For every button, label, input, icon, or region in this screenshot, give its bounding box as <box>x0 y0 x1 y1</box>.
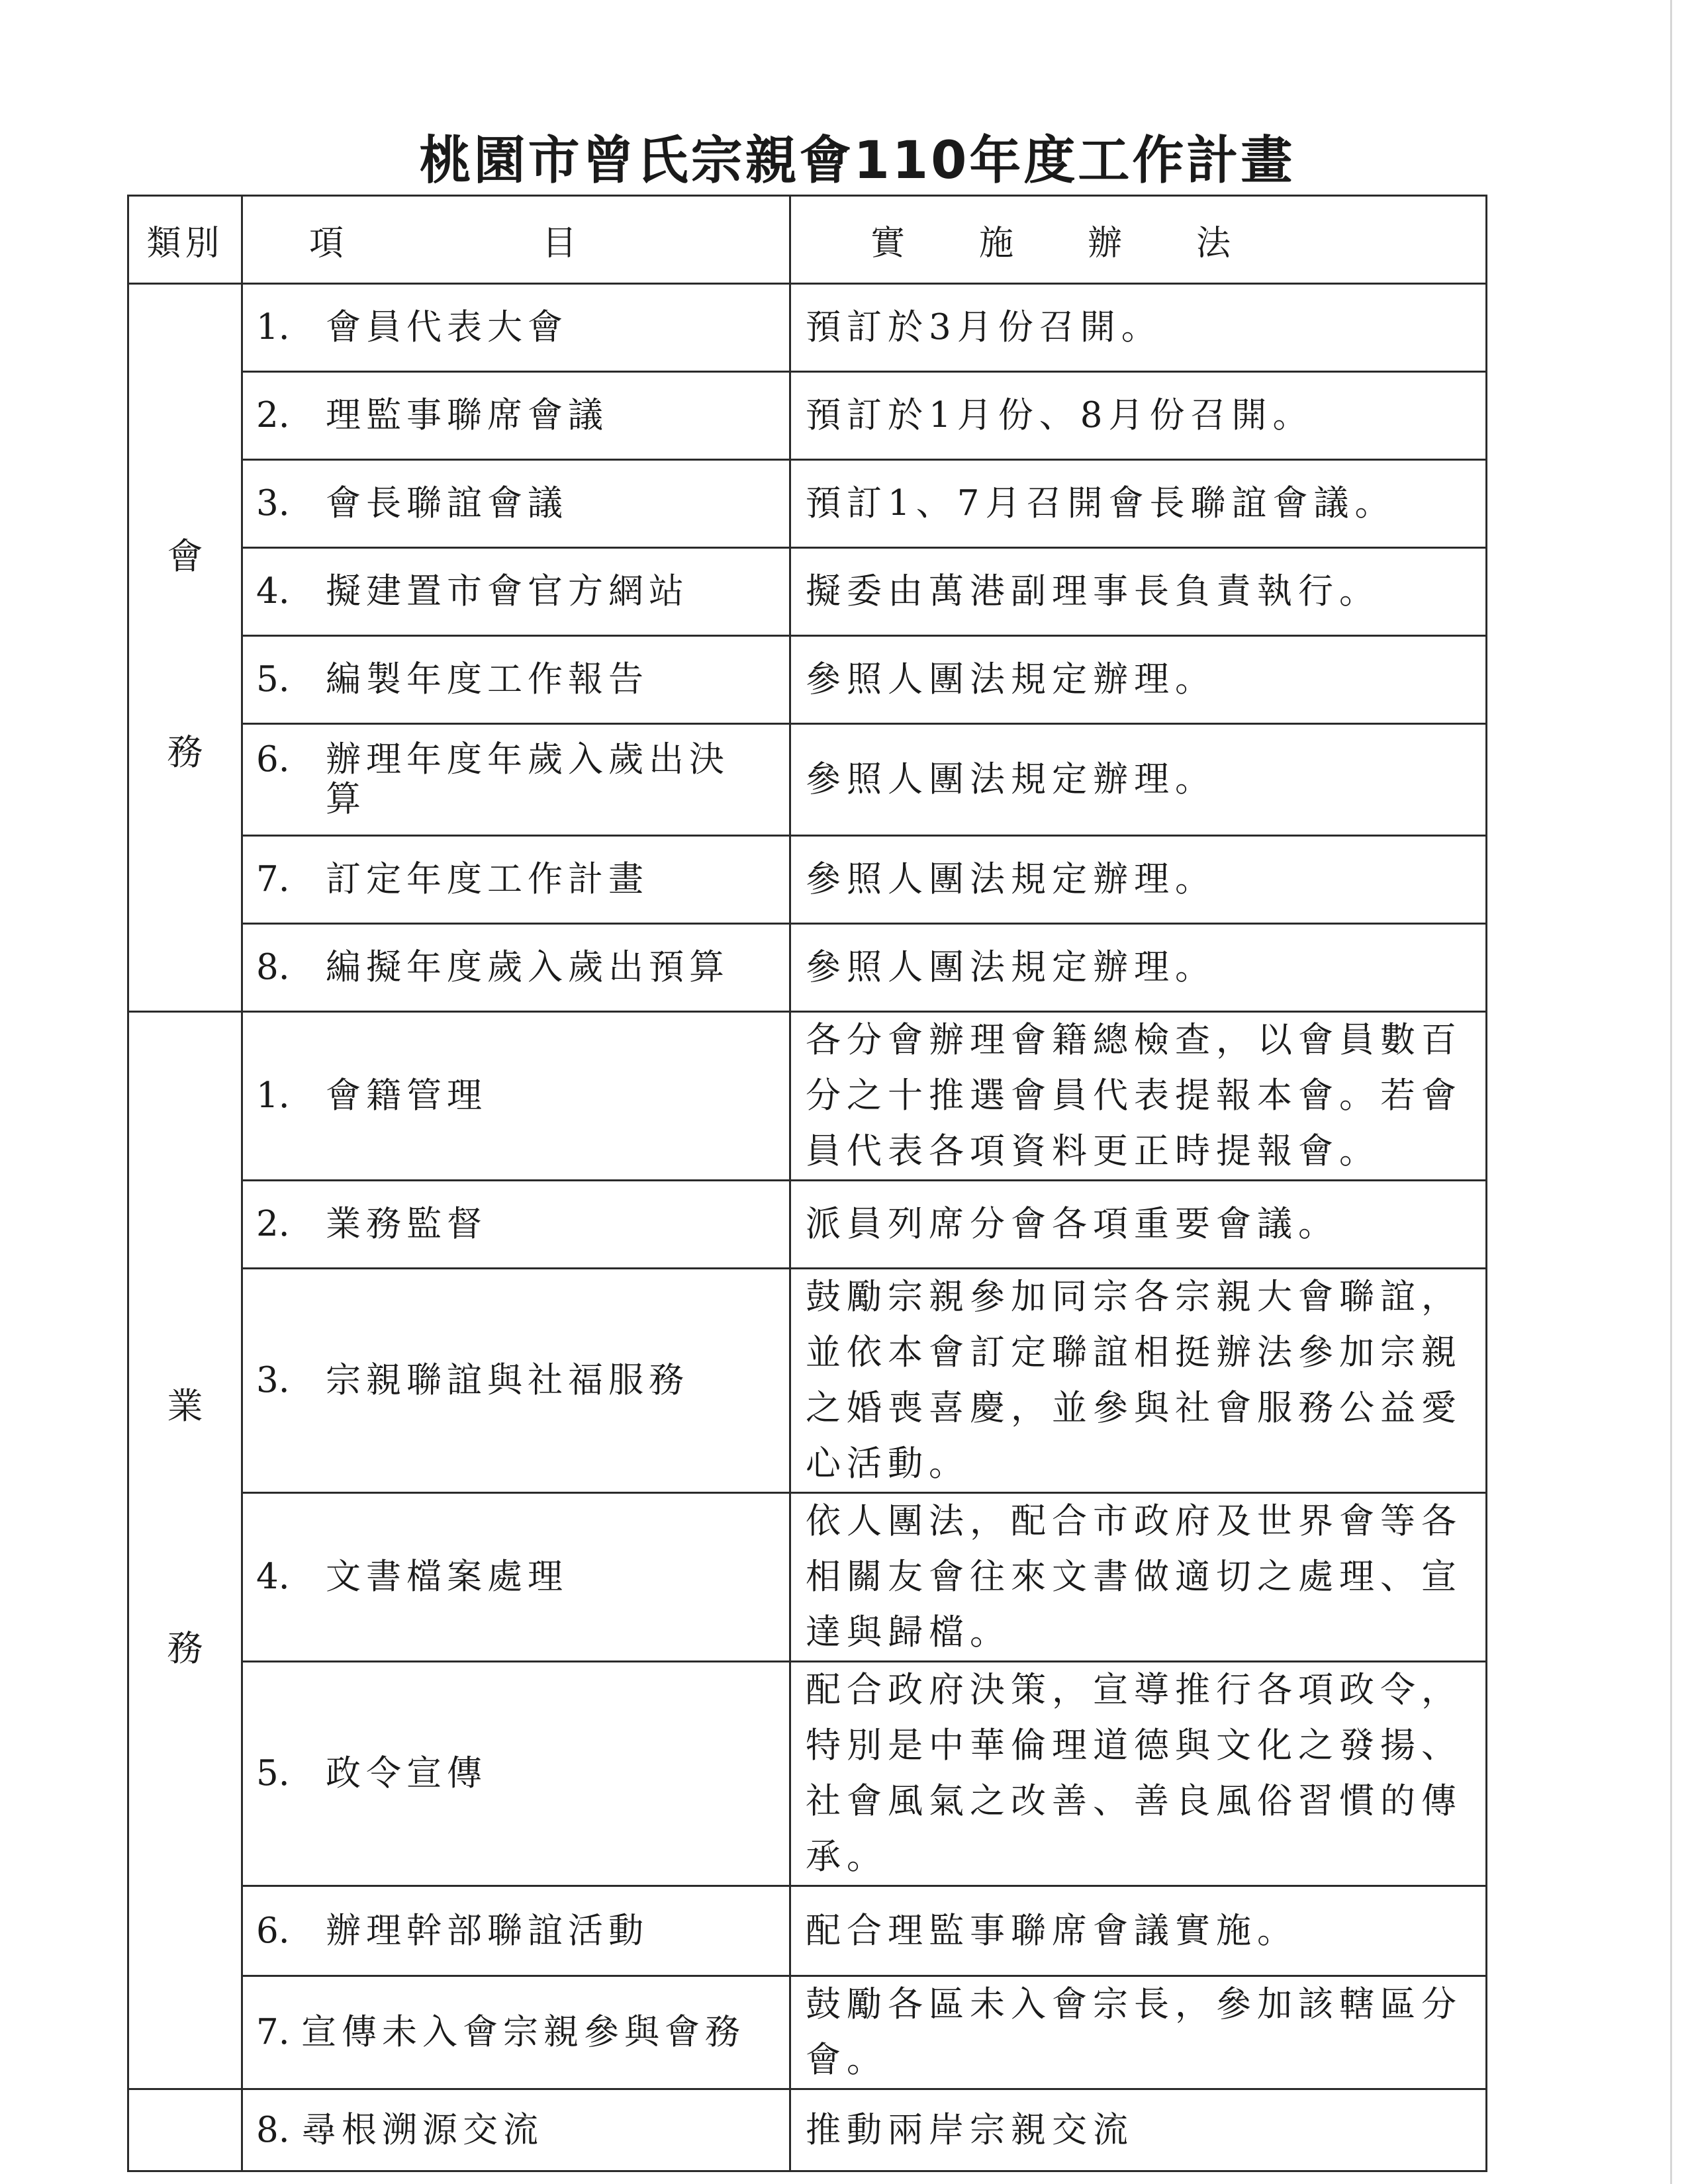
table-row <box>128 372 1487 460</box>
item-cell <box>242 548 790 636</box>
header-category: 類別 <box>128 196 242 284</box>
item-text: 尋根溯源交流 <box>301 2109 543 2150</box>
table-row <box>128 548 1487 636</box>
category-char: 會 <box>167 535 203 577</box>
item-cell <box>242 724 790 836</box>
table-row <box>128 924 1487 1012</box>
item-cell <box>242 836 790 924</box>
category-char: 業 <box>167 1385 203 1427</box>
table-row <box>128 1181 1487 1269</box>
header-item: 項目 <box>242 196 790 284</box>
item-text: 宣傳未入會宗親參與會務 <box>301 2012 745 2052</box>
item-text: 編製年度工作報告 <box>326 659 649 700</box>
item-cell <box>242 924 790 1012</box>
method-cell: 預訂1、7月召開會長聯誼會議。 <box>790 460 1487 548</box>
item-number: 2. <box>256 395 290 435</box>
header-method: 實施辦法 <box>790 196 1487 284</box>
item-cell <box>242 2089 790 2171</box>
item-text: 文書檔案處理 <box>326 1557 568 1597</box>
table-row <box>128 460 1487 548</box>
category-char: 務 <box>167 731 203 773</box>
item-cell <box>242 1181 790 1269</box>
item-text: 擬建置市會官方網站 <box>326 571 689 612</box>
item-text: 會籍管理 <box>326 1075 487 1116</box>
item-cell <box>242 1976 790 2089</box>
item-cell <box>242 636 790 724</box>
item-number: 6. <box>256 739 290 780</box>
table-row <box>128 1976 1487 2089</box>
item-number: 5. <box>256 659 290 700</box>
page-title: 桃園市曾氏宗親會110年度工作計畫 <box>419 131 1295 191</box>
item-text: 訂定年度工作計畫 <box>326 859 649 899</box>
item-number: 8. <box>256 2109 290 2150</box>
item-number: 7. <box>256 859 290 899</box>
item-number: 3. <box>256 483 290 523</box>
method-cell: 派員列席分會各項重要會議。 <box>790 1181 1487 1269</box>
scan-edge <box>1670 0 1672 2184</box>
item-number: 1. <box>256 307 290 347</box>
item-number: 6. <box>256 1910 290 1951</box>
category-cell-empty <box>128 2089 242 2171</box>
method-cell: 參照人團法規定辦理。 <box>790 836 1487 924</box>
method-cell: 配合理監事聯席會議實施。 <box>790 1886 1487 1976</box>
table-row <box>128 724 1487 836</box>
table-header-row <box>128 196 1487 284</box>
item-number: 3. <box>256 1360 290 1400</box>
method-cell: 推動兩岸宗親交流 <box>790 2089 1487 2171</box>
item-cell <box>242 284 790 372</box>
table-row <box>128 2089 1487 2171</box>
item-cell <box>242 1886 790 1976</box>
item-number: 5. <box>256 1753 290 1794</box>
item-cell <box>242 1493 790 1662</box>
category-cell-affairs <box>128 284 242 1012</box>
table-row <box>128 836 1487 924</box>
item-text: 理監事聯席會議 <box>326 395 608 435</box>
item-number: 4. <box>256 1557 290 1597</box>
item-text: 宗親聯誼與社福服務 <box>326 1360 689 1400</box>
method-cell: 參照人團法規定辦理。 <box>790 924 1487 1012</box>
table-row <box>128 1886 1487 1976</box>
item-text-continued: 算 <box>326 779 366 819</box>
item-cell <box>242 460 790 548</box>
item-number: 2. <box>256 1204 290 1244</box>
method-cell: 依人團法，配合市政府及世界會等各相關友會往來文書做適切之處理、宣達與歸檔。 <box>790 1493 1487 1662</box>
method-cell: 預訂於1月份、8月份召開。 <box>790 372 1487 460</box>
item-cell <box>242 372 790 460</box>
category-cell-operations <box>128 1012 242 2089</box>
item-text: 辦理幹部聯誼活動 <box>326 1910 649 1951</box>
method-cell: 擬委由萬港副理事長負責執行。 <box>790 548 1487 636</box>
method-cell: 鼓勵宗親參加同宗各宗親大會聯誼，並依本會訂定聯誼相挺辦法參加宗親之婚喪喜慶，並參與社會服務公益愛心活動。 <box>790 1269 1487 1493</box>
item-text: 會員代表大會 <box>326 307 568 347</box>
method-cell: 各分會辦理會籍總檢查，以會員數百分之十推選會員代表提報本會。若會員代表各項資料更正時提報會。 <box>790 1012 1487 1181</box>
work-plan-table <box>127 195 1487 2172</box>
table-row <box>128 1269 1487 1493</box>
item-text: 編擬年度歲入歲出預算 <box>326 947 729 987</box>
method-cell: 預訂於3月份召開。 <box>790 284 1487 372</box>
item-number: 4. <box>256 571 290 612</box>
item-number: 7. <box>256 2012 290 2052</box>
item-text: 業務監督 <box>326 1204 487 1244</box>
table-row <box>128 636 1487 724</box>
method-cell: 參照人團法規定辦理。 <box>790 636 1487 724</box>
table-row <box>128 1662 1487 1886</box>
category-char: 務 <box>167 1627 203 1669</box>
item-cell <box>242 1269 790 1493</box>
item-text: 政令宣傳 <box>326 1753 487 1794</box>
item-number: 1. <box>256 1075 290 1116</box>
table-row <box>128 284 1487 372</box>
table-row <box>128 1493 1487 1662</box>
method-cell: 配合政府決策，宣導推行各項政令，特別是中華倫理道德與文化之發揚、社會風氣之改善、善良風俗習慣的傳承。 <box>790 1662 1487 1886</box>
item-cell <box>242 1012 790 1181</box>
item-text: 辦理年度年歲入歲出決 <box>326 739 729 780</box>
item-text: 會長聯誼會議 <box>326 483 568 523</box>
item-number: 8. <box>256 947 290 987</box>
method-cell: 參照人團法規定辦理。 <box>790 724 1487 836</box>
item-cell <box>242 1662 790 1886</box>
method-cell: 鼓勵各區未入會宗長，參加該轄區分會。 <box>790 1976 1487 2089</box>
table-row <box>128 1012 1487 1181</box>
